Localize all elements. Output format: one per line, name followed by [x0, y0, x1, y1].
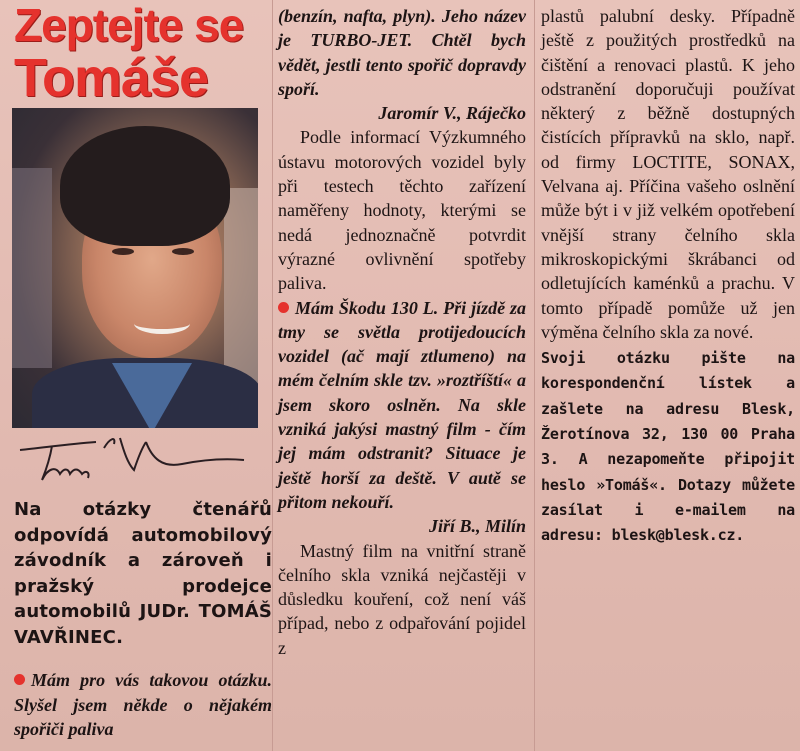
question-1-continuation: (benzín, nafta, plyn). Jeho název je TURBO-JET. Chtěl bych vědět, jestli tento spořič dopravdy spoří.	[278, 6, 526, 99]
answer-1: Podle informací Výzkumného ústavu motorových vozidel byly při testech těchto zařízení naměřeny hodnoty, kterými se nedá jednoznačně potvrdit výrazné ovlivnění spotřeby paliva.	[278, 127, 526, 294]
column-divider	[272, 0, 273, 751]
handwritten-signature	[12, 428, 262, 492]
headline	[14, 0, 272, 106]
answer-2-part-1: Mastný film na vnitřní straně čelního skla vzniká nejčastěji v důsledku kouření, což není váš případ, nebo z odpařování pojidel z	[278, 540, 526, 658]
question-1-start	[14, 668, 272, 742]
intro-text: Na otázky čtenářů odpovídá automobilový závodník a zároveň i pražský prodejce automobilů JUDr. TOMÁŠ VAVŘINEC.	[14, 499, 272, 648]
bullet-icon	[278, 302, 289, 313]
question-2-author: Jiří B., Milín	[428, 516, 526, 537]
question-1-text: Mám pro vás takovou otázku. Slyšel jsem někde o nějakém spořiči paliva	[14, 670, 272, 739]
question-2-text: Mám Škodu 130 L. Při jízdě za tmy se světla protijedoucích vozidel (ač mají ztlumeno) na mém čelním skle tzv. »roztříští« a jsem skoro oslněn. Na skle vzniká jakýsi mastný film - čím jej mám odstranit? Situace je ještě horší za deště. V autě se přitom nekouří.	[278, 297, 526, 512]
question-2	[278, 296, 526, 515]
middle-column	[278, 4, 526, 660]
headline-line-2: Tomáše	[14, 48, 209, 108]
headline-line-1: Zeptejte se	[14, 0, 244, 51]
submission-instructions: Svoji otázku pište na korespondenční lístek a zašlete na adresu Blesk, Žerotínova 32, 130 00 Praha 3. A nezapomeňte připojit heslo »Tomáš«. Dotazy můžete zasílat i e-mailem na adresu: blesk@blesk.cz.	[541, 349, 795, 545]
question-1-author: Jaromír V., Ráječko	[378, 103, 526, 124]
portrait-photo	[12, 108, 258, 428]
right-column	[541, 4, 795, 549]
column-divider	[534, 0, 535, 751]
bullet-icon	[14, 674, 25, 685]
left-column	[8, 0, 272, 751]
answer-2-part-2: plastů palubní desky. Případně ještě z použitých prostředků na čištění a renovaci plastů. K jeho odstranění doporučuji používat některý z běžně dostupných čistících přípravků na sklo, např. od firmy LOCTITE, SONAX, Velvana aj. Příčina vašeho oslnění může být i v již velkém opotřebení vnější strany čelního skla mikroskopickými škrábanci od odletujících kaménků a prachu. V tomto případě pomůže už jen výměna čelního skla za nové.	[541, 6, 795, 342]
